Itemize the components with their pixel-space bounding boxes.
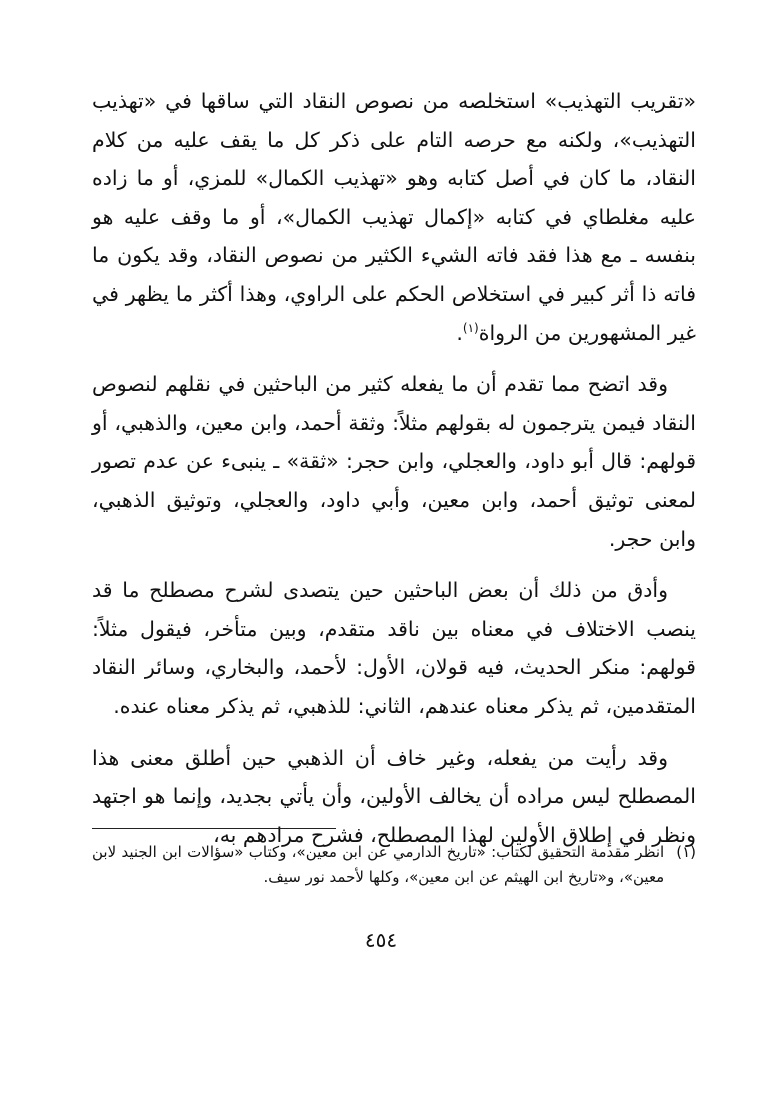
- paragraph-1-text: «تقريب التهذيب» استخلصه من نصوص النقاد التي ساقها في «تهذيب التهذيب»، ولكنه مع حرصه التام على ذكر كل ما يقف عليه من كلام النقاد، ما كان في أصل كتابه وهو «تهذيب الكمال» للمزي، أو ما زاده عليه مغلطاي في كتابه «إكمال تهذيب الكمال»، أو ما وقف عليه هو بنفسه ـ مع هذا فقد فاته الشيء الكثير من نصوص النقاد، وقد يكون ما فاته ذا أثر كبير في استخلاص الحكم على الراوي، وهذا أكثر ما يظهر في غير المشهورين من الرواة: [92, 89, 696, 345]
- footnote-reference[interactable]: (١): [462, 320, 479, 335]
- footnote-number: (١): [676, 843, 696, 861]
- paragraph-2: وقد اتضح مما تقدم أن ما يفعله كثير من الباحثين في نقلهم لنصوص النقاد فيمن يترجمون له بقولهم مثلاً: وثقة أحمد، وابن معين، والذهبي، أو قولهم: قال أبو داود، والعجلي، وابن حجر: «ثقة» ـ ينبىء عن عدم تصور لمعنى توثيق أحمد، وابن معين، وأبي داود، والعجلي، وتوثيق الذهبي، وابن حجر.: [92, 372, 696, 551]
- paragraph-1: [92, 82, 696, 352]
- paragraph-4: وقد رأيت من يفعله، وغير خاف أن الذهبي حين أطلق معنى هذا المصطلح ليس مراده أن يخالف الأولين، وأن يأتي بجديد، وإنما هو اجتهد ونظر في إطلاق الأولين لهذا المصطلح، فشرح مرادهم به،: [92, 745, 696, 847]
- paragraph-1-tail: .: [456, 320, 463, 345]
- page-number: ٤٥٤: [364, 928, 398, 952]
- footnote: [92, 840, 696, 890]
- footnote-text: انظر مقدمة التحقيق لكتاب: «تاريخ الدارمي عن ابن معين»، وكتاب «سؤالات ابن الجنيد لابن معين»، و«تاريخ ابن الهيثم عن ابن معين»، وكلها لأحمد نور سيف.: [92, 843, 665, 886]
- paragraph-3: وأدق من ذلك أن بعض الباحثين حين يتصدى لشرح مصطلح ما قد ينصب الاختلاف في معناه بين ناقد متقدم، وبين متأخر، فيقول مثلاً: قولهم: منكر الحديث، فيه قولان، الأول: لأحمد، والبخاري، وسائر النقاد المتقدمين، ثم يذكر معناه عندهم، الثاني: للذهبي، ثم يذكر معناه عنده.: [92, 578, 696, 718]
- footnote-separator: [92, 828, 336, 829]
- main-text: [92, 82, 696, 854]
